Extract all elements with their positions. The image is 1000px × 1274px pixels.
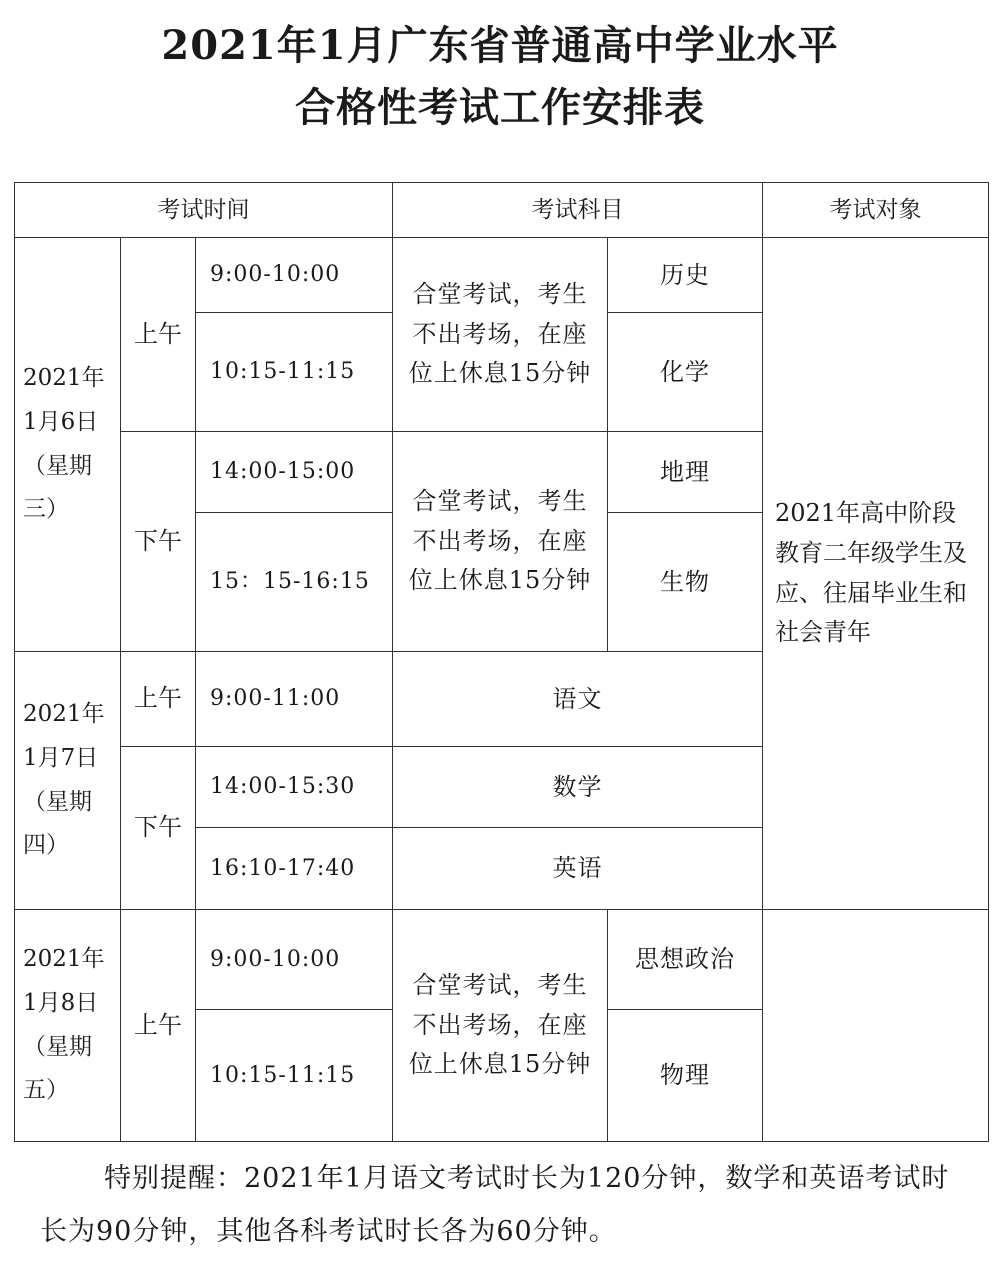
time-cell: 14:00-15:00 xyxy=(196,432,393,513)
time-cell: 16:10-17:40 xyxy=(196,828,393,910)
subject-cell: 思想政治 xyxy=(608,910,763,1010)
subject-cell: 化学 xyxy=(608,313,763,432)
subject-cell: 语文 xyxy=(393,652,763,747)
date-cell: 2021年1月8日（星期五） xyxy=(15,910,121,1142)
special-reminder: 特别提醒：2021年1月语文考试时长为120分钟，数学和英语考试时长为90分钟，其他各科考试时长各为60分钟。 xyxy=(40,1163,950,1247)
time-cell: 9:00-11:00 xyxy=(196,652,393,747)
subject-cell: 物理 xyxy=(608,1010,763,1142)
period-cell: 上午 xyxy=(121,910,196,1142)
subject-cell: 数学 xyxy=(393,747,763,828)
time-cell: 9:00-10:00 xyxy=(196,910,393,1010)
schedule-table xyxy=(14,182,989,1142)
header-row xyxy=(15,183,989,238)
header-subject: 考试科目 xyxy=(393,183,763,238)
time-cell: 10:15-11:15 xyxy=(196,1010,393,1142)
target-spacer xyxy=(763,910,989,1142)
period-cell: 上午 xyxy=(121,652,196,747)
subject-cell: 历史 xyxy=(608,238,763,313)
table-row xyxy=(15,910,989,1010)
target-cell: 2021年高中阶段教育二年级学生及应、往届毕业生和社会青年 xyxy=(763,238,989,910)
title-line-1: 2021年1月广东省普通高中学业水平 xyxy=(161,22,839,69)
period-cell: 下午 xyxy=(121,432,196,652)
subject-cell: 英语 xyxy=(393,828,763,910)
time-cell: 10:15-11:15 xyxy=(196,313,393,432)
period-cell: 上午 xyxy=(121,238,196,432)
subject-cell: 生物 xyxy=(608,513,763,652)
header-time: 考试时间 xyxy=(15,183,393,238)
break-note: 合堂考试，考生不出考场，在座位上休息15分钟 xyxy=(393,910,608,1142)
table-row xyxy=(15,238,989,313)
date-cell: 2021年1月7日（星期四） xyxy=(15,652,121,910)
header-target: 考试对象 xyxy=(763,183,989,238)
period-cell: 下午 xyxy=(121,747,196,910)
subject-cell: 地理 xyxy=(608,432,763,513)
time-cell: 9:00-10:00 xyxy=(196,238,393,313)
time-cell: 15：15-16:15 xyxy=(196,513,393,652)
break-note: 合堂考试，考生不出考场，在座位上休息15分钟 xyxy=(393,432,608,652)
date-cell: 2021年1月6日（星期三） xyxy=(15,238,121,652)
break-note: 合堂考试，考生不出考场，在座位上休息15分钟 xyxy=(393,238,608,432)
time-cell: 14:00-15:30 xyxy=(196,747,393,828)
title-line-2: 合格性考试工作安排表 xyxy=(295,84,705,131)
